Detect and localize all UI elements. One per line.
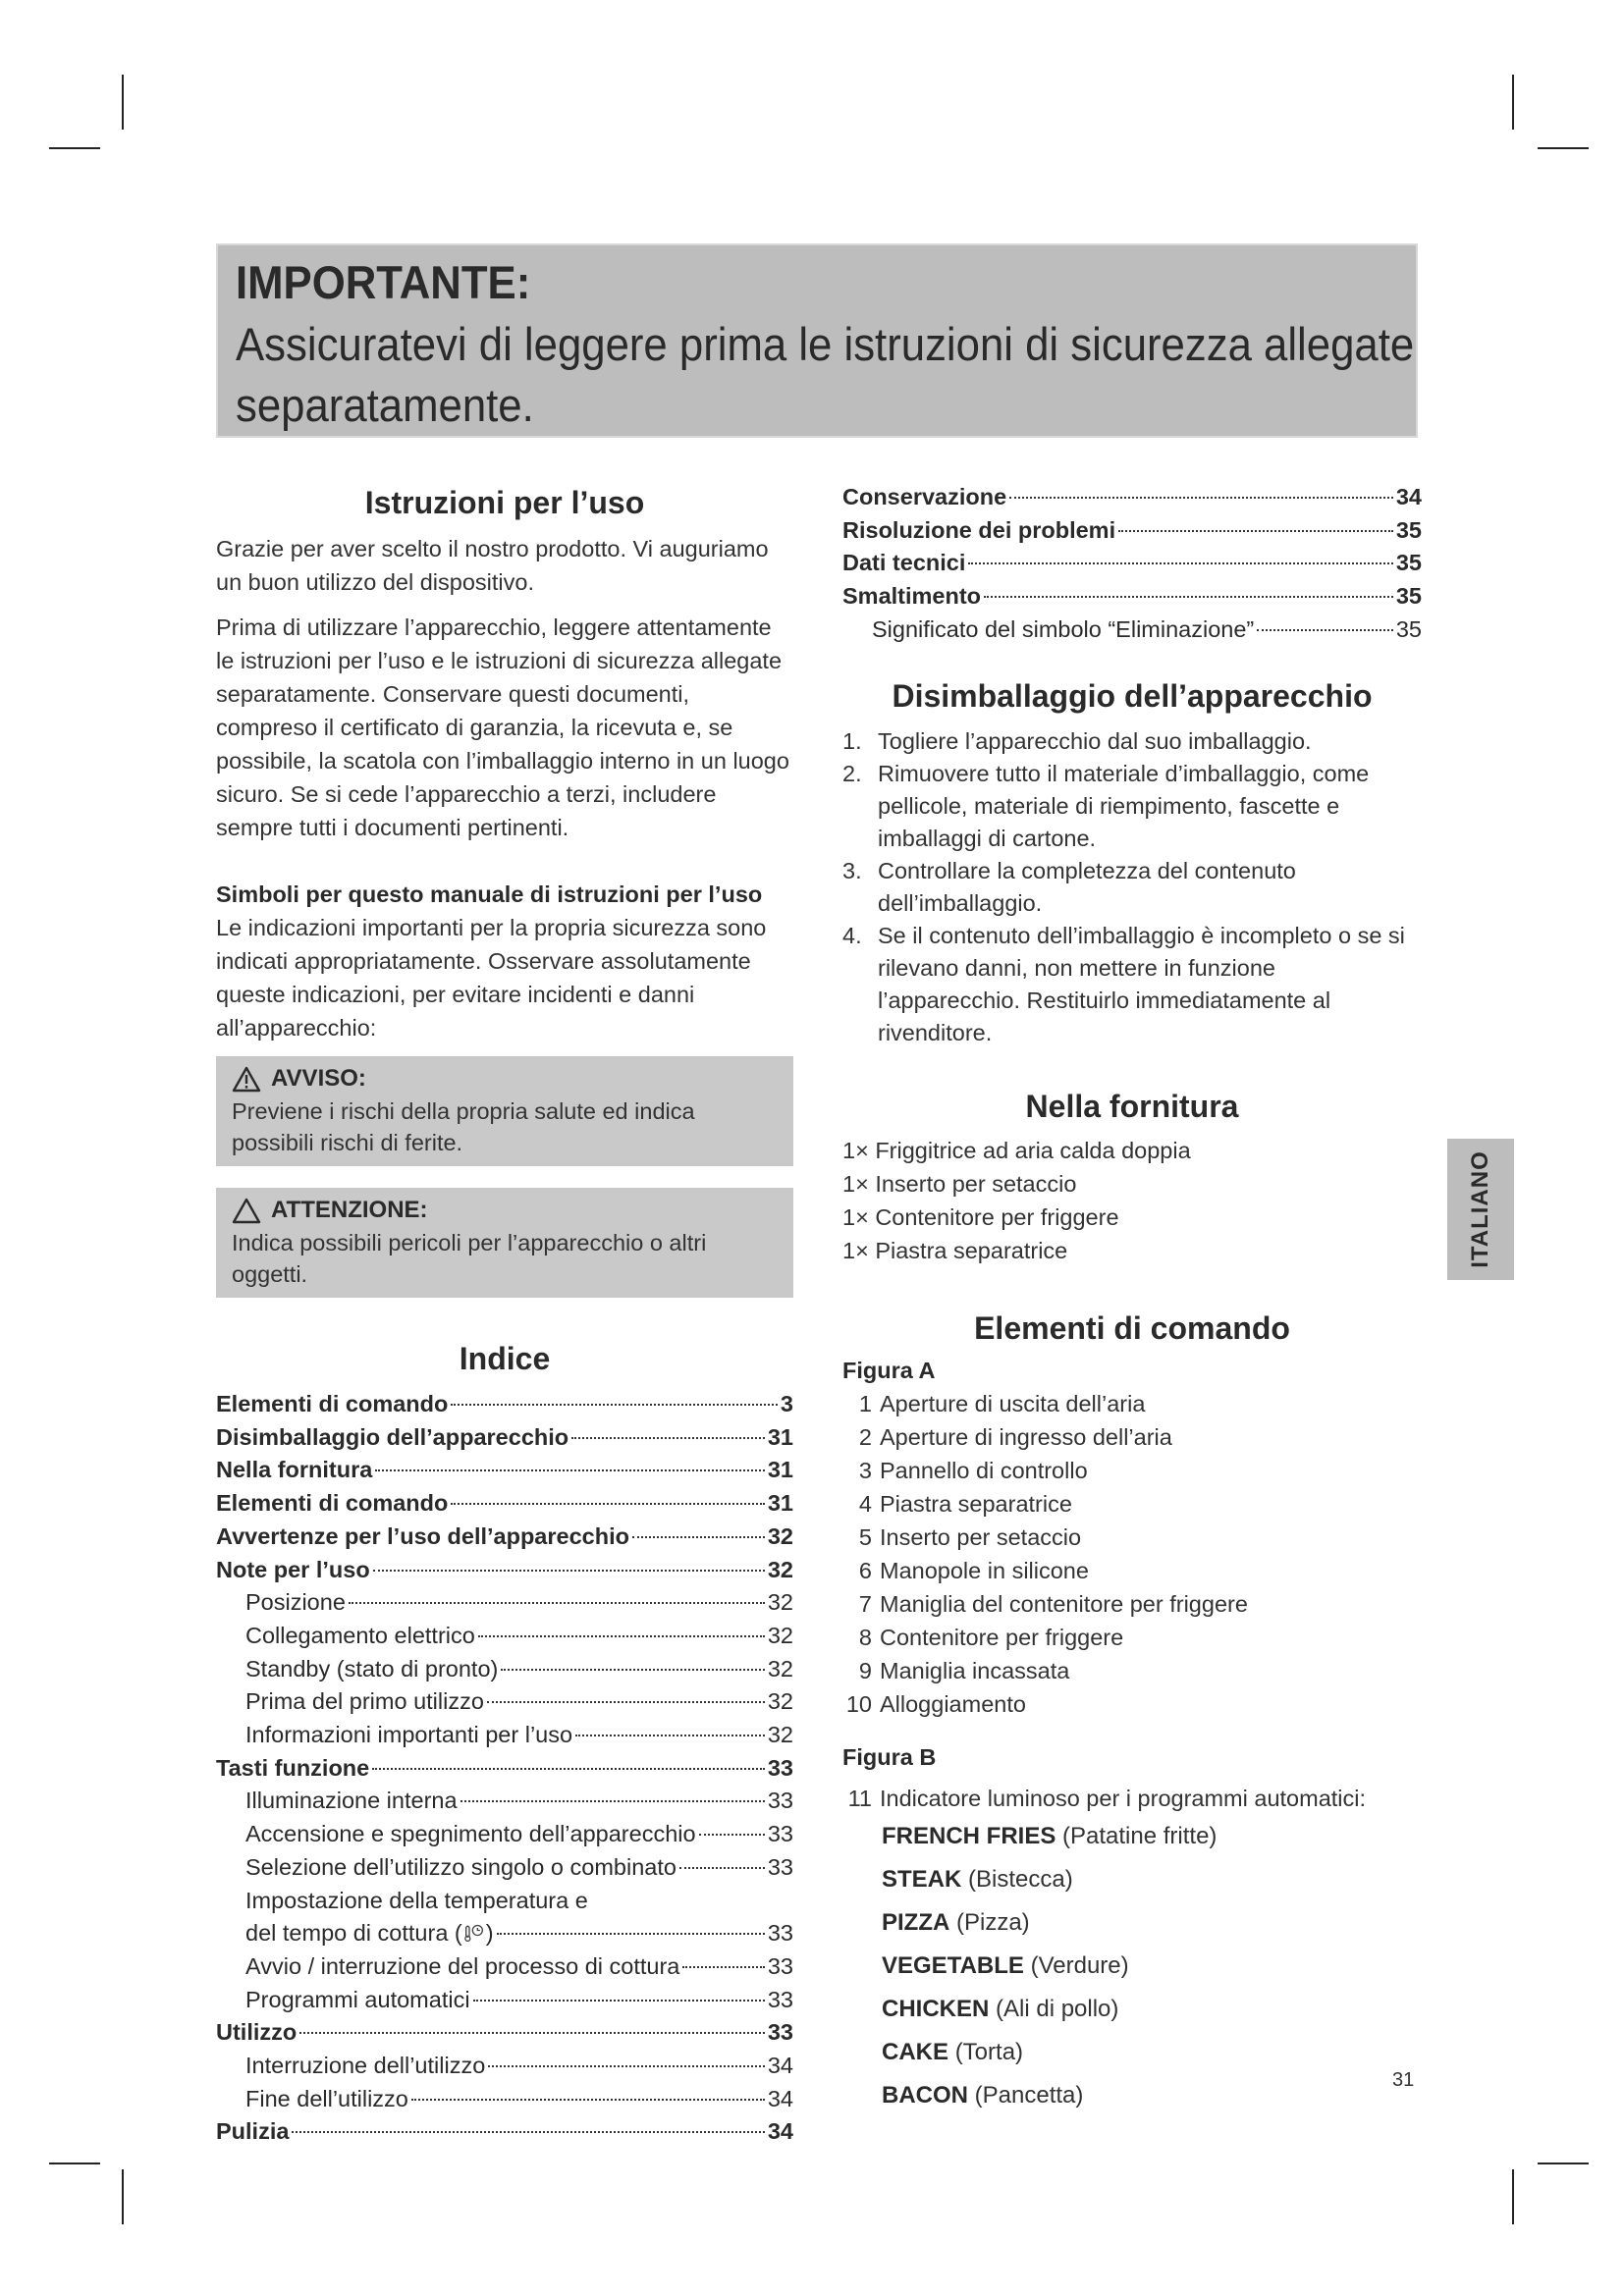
crop-mark bbox=[49, 147, 100, 149]
left-column bbox=[216, 481, 793, 2149]
banner-title: IMPORTANTE: bbox=[236, 256, 531, 308]
program-item: BACON (Pancetta) bbox=[882, 2081, 1084, 2109]
program-item: CAKE (Torta) bbox=[882, 2038, 1024, 2065]
toc-entry[interactable]: Programmi automatici 33 bbox=[245, 1986, 793, 2012]
program-item: CHICKEN (Ali di pollo) bbox=[882, 1995, 1119, 2022]
toc-entry[interactable]: Tasti funzione 33 bbox=[216, 1754, 793, 1781]
banner-line: Assicuratevi di leggere prima le istruzioni di sicurezza allegate bbox=[236, 318, 1415, 370]
list-item: 4. Se il contenuto dell’imballaggio è incompleto o se si rilevano danni, non mettere in funzione l’apparecchio. Restituirlo immediatamente al rivenditore. bbox=[842, 922, 1405, 1045]
toc-entry[interactable]: Informazioni importanti per l’uso 32 bbox=[245, 1722, 793, 1748]
language-tab bbox=[1447, 1139, 1514, 1280]
program-item: PIZZA (Pizza) bbox=[882, 1908, 1030, 1936]
section-title-supply: Nella fornitura bbox=[1025, 1088, 1239, 1124]
toc-entry[interactable]: Disimballaggio dell’apparecchio 31 bbox=[216, 1423, 793, 1450]
figure-b-label: Figura B bbox=[842, 1743, 937, 1770]
list-item: 7 Maniglia del contenitore per friggere bbox=[858, 1590, 1248, 1617]
section-title-instructions: Istruzioni per l’uso bbox=[364, 485, 645, 520]
toc-entry[interactable]: Accensione e spegnimento dell’apparecchio 33 bbox=[245, 1821, 793, 1847]
table-of-contents-continued bbox=[842, 481, 1422, 647]
toc-entry[interactable]: Avvertenze per l’uso dell’apparecchio 32 bbox=[216, 1522, 793, 1549]
toc-entry[interactable]: Illuminazione interna 33 bbox=[245, 1788, 793, 1814]
toc-entry[interactable]: Posizione 32 bbox=[245, 1589, 793, 1616]
program-list bbox=[842, 1815, 1422, 2117]
toc-entry-line[interactable]: Impostazione della temperatura e bbox=[245, 1887, 588, 1913]
section-title-index: Indice bbox=[459, 1341, 551, 1376]
program-item: STEAK (Bistecca) bbox=[882, 1865, 1073, 1893]
list-item: 2 Aperture di ingresso dell’aria bbox=[858, 1423, 1172, 1450]
language-label: ITALIANO bbox=[1467, 1150, 1494, 1268]
supply-item: 1× Contenitore per friggere bbox=[842, 1203, 1119, 1230]
toc-entry[interactable]: Nella fornitura 31 bbox=[216, 1457, 793, 1483]
toc-entry[interactable]: Interruzione dell’utilizzo 34 bbox=[245, 2053, 793, 2079]
caution-label: ATTENZIONE: bbox=[271, 1197, 428, 1223]
list-item: 1. Togliere l’apparecchio dal suo imballaggio. bbox=[842, 727, 1312, 754]
warning-label: AVVISO: bbox=[271, 1065, 366, 1092]
toc-entry[interactable]: Collegamento elettrico 32 bbox=[245, 1622, 793, 1648]
list-item: 6 Manopole in silicone bbox=[858, 1557, 1089, 1583]
toc-entry[interactable]: Prima del primo utilizzo 32 bbox=[245, 1688, 793, 1715]
intro-paragraph: Grazie per aver scelto il nostro prodotto. Vi auguriamo un buon utilizzo del dispositivo. bbox=[216, 536, 769, 595]
crop-mark bbox=[1538, 147, 1589, 149]
toc-entry[interactable]: Standby (stato di pronto) 32 bbox=[245, 1655, 793, 1682]
toc-entry[interactable]: Dati tecnici 35 bbox=[842, 550, 1422, 576]
supply-item: 1× Piastra separatrice bbox=[842, 1237, 1068, 1263]
toc-entry[interactable]: Utilizzo 33 bbox=[216, 2019, 793, 2046]
symbols-paragraph: Le indicazioni importanti per la propria sicurezza sono indicati appropriatamente. Osservare assolutamente queste indicazioni, per evitare incidenti e danni all’apparecchio: bbox=[216, 915, 767, 1041]
toc-entry[interactable]: Elementi di comando 31 bbox=[216, 1490, 793, 1517]
list-item: 4 Piastra separatrice bbox=[858, 1490, 1072, 1517]
toc-entry[interactable]: Risoluzione dei problemi 35 bbox=[842, 516, 1422, 543]
symbols-heading: Simboli per questo manuale di istruzioni per l’uso bbox=[216, 881, 763, 907]
unpacking-steps bbox=[842, 725, 1422, 1049]
toc-entry[interactable]: del tempo di cottura ( ) 33 bbox=[245, 1920, 793, 1947]
toc-entry[interactable]: Note per l’uso 32 bbox=[216, 1556, 793, 1582]
toc-entry[interactable]: Significato del simbolo “Eliminazione” 35 bbox=[872, 615, 1422, 642]
crop-mark bbox=[122, 75, 124, 130]
right-column bbox=[842, 481, 1422, 2117]
supply-item: 1× Inserto per setaccio bbox=[842, 1170, 1077, 1197]
toc-entry[interactable]: Fine dell’utilizzo 34 bbox=[245, 2085, 793, 2111]
section-title-controls: Elementi di comando bbox=[974, 1309, 1290, 1346]
toc-entry[interactable]: Selezione dell’utilizzo singolo o combinato 33 bbox=[245, 1853, 793, 1880]
list-item: 1 Aperture di uscita dell’aria bbox=[858, 1390, 1146, 1416]
warning-text: Previene i rischi della propria salute ed indica possibili rischi di ferite. bbox=[232, 1098, 695, 1155]
list-item: 5 Inserto per setaccio bbox=[858, 1523, 1082, 1550]
caution-box bbox=[216, 1188, 793, 1298]
section-title-unpacking: Disimballaggio dell’apparecchio bbox=[892, 677, 1373, 714]
toc-entry[interactable]: Avvio / interruzione del processo di cottura 33 bbox=[245, 1952, 793, 1979]
program-item: FRENCH FRIES (Patatine fritte) bbox=[882, 1822, 1218, 1849]
warning-triangle-icon bbox=[232, 1198, 261, 1224]
supply-item: 1× Friggitrice ad aria calda doppia bbox=[842, 1137, 1191, 1163]
crop-mark bbox=[1512, 2169, 1514, 2224]
list-item: 8 Contenitore per friggere bbox=[858, 1624, 1124, 1650]
page-number: 31 bbox=[1392, 2069, 1415, 2091]
crop-mark bbox=[122, 2169, 124, 2224]
list-item: 2. Rimuovere tutto il materiale d’imballaggio, come pellicole, materiale di riempimento, fascette e imballaggi di cartone. bbox=[842, 760, 1370, 851]
list-item: 3 Pannello di controllo bbox=[858, 1457, 1088, 1483]
list-item: 9 Maniglia incassata bbox=[858, 1657, 1070, 1683]
crop-mark bbox=[1538, 2163, 1589, 2164]
intro-paragraph: Prima di utilizzare l’apparecchio, leggere attentamente le istruzioni per l’uso e le istruzioni di sicurezza allegate separatamente. Conservare questi documenti, compreso il certificato di garanzia, la ricevuta e, se possibile, la scatola con l’imballaggio interno in un luogo sicuro. Se si cede l’apparecchio a terzi, includere sempre tutti i documenti pertinenti. bbox=[216, 614, 789, 840]
thermometer-timer-icon bbox=[462, 1923, 486, 1943]
figure-a-list bbox=[842, 1387, 1422, 1721]
list-item: 11 Indicatore luminoso per i programmi automatici: bbox=[847, 1785, 1367, 1811]
toc-entry[interactable]: Elementi di comando 3 bbox=[216, 1391, 793, 1416]
toc-entry[interactable]: Conservazione 34 bbox=[842, 484, 1422, 509]
program-item: VEGETABLE (Verdure) bbox=[882, 1951, 1129, 1979]
toc-entry[interactable]: Pulizia 34 bbox=[216, 2118, 793, 2145]
caution-text: Indica possibili pericoli per l’apparecchio o altri oggetti. bbox=[232, 1230, 707, 1287]
crop-mark bbox=[1512, 75, 1514, 130]
list-item: 10 Alloggiamento bbox=[845, 1690, 1026, 1717]
crop-mark bbox=[49, 2163, 100, 2164]
list-item: 3. Controllare la completezza del contenuto dell’imballaggio. bbox=[842, 857, 1296, 916]
table-of-contents bbox=[216, 1388, 793, 2149]
warning-box bbox=[216, 1056, 793, 1166]
important-banner bbox=[216, 243, 1418, 438]
toc-entry[interactable]: Smaltimento 35 bbox=[842, 583, 1422, 610]
figure-a-label: Figura A bbox=[842, 1357, 936, 1383]
banner-line: separatamente. bbox=[236, 379, 534, 431]
warning-triangle-icon bbox=[232, 1066, 261, 1093]
